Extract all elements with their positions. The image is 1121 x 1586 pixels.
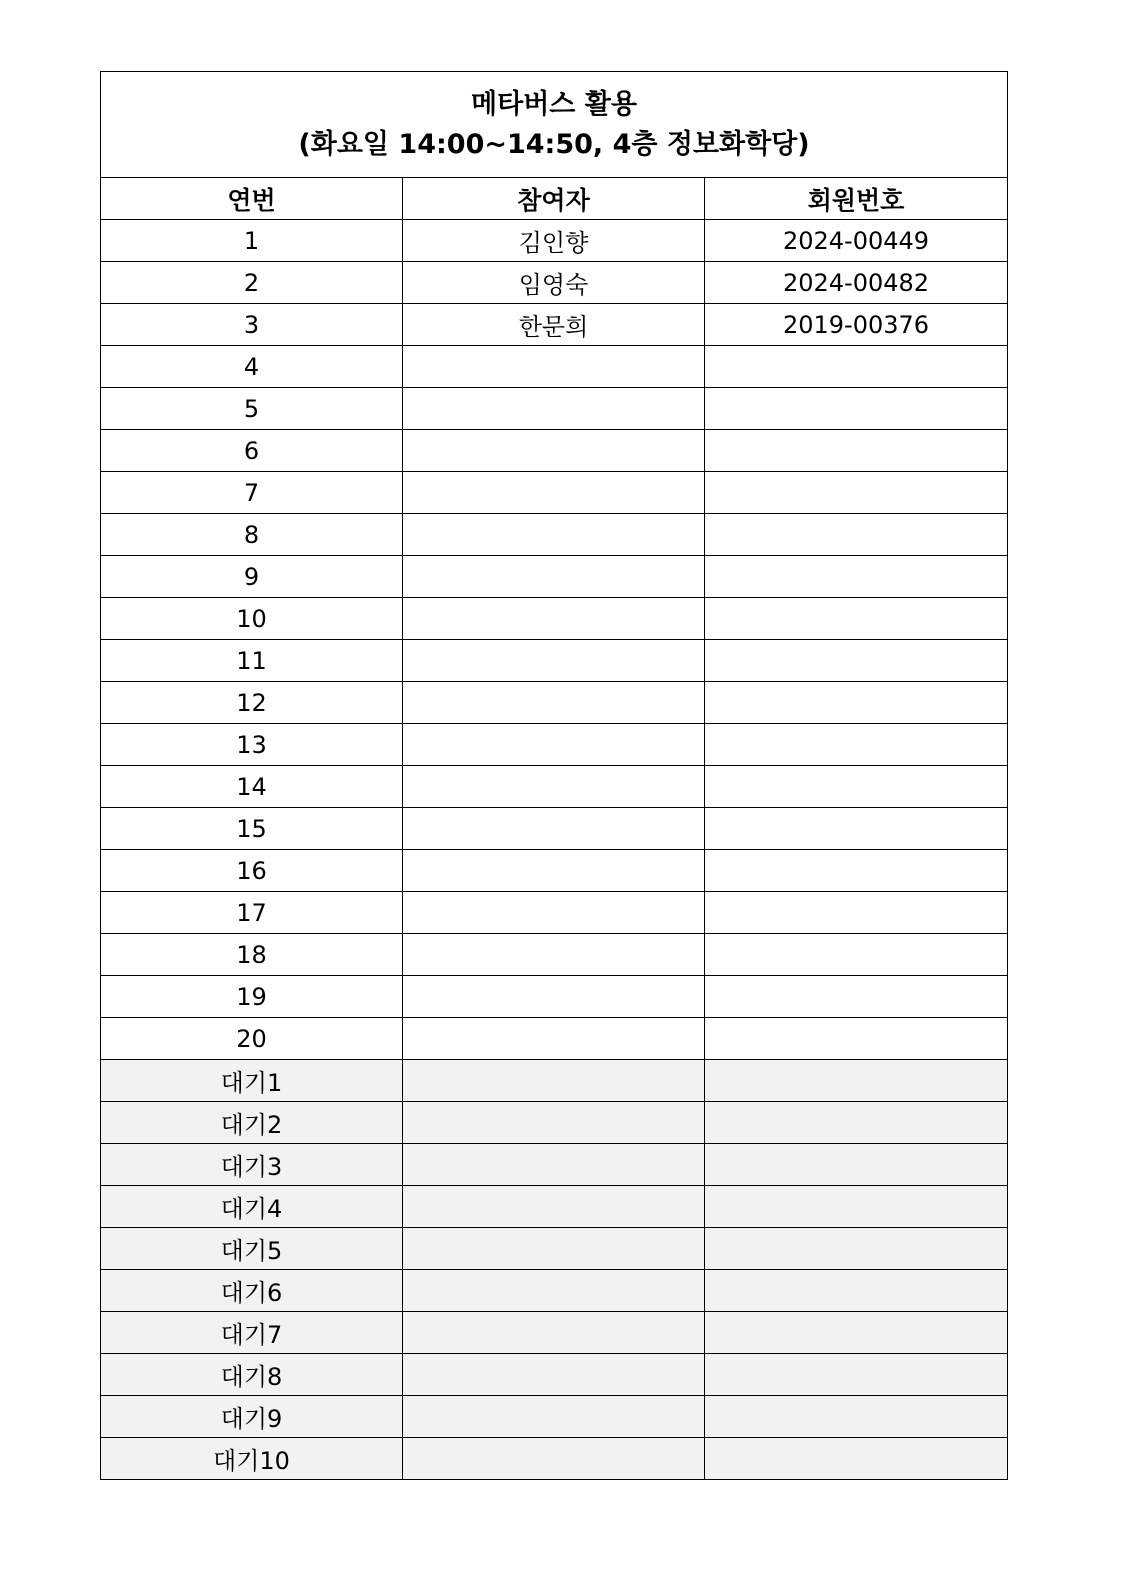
member-id-cell [705, 1438, 1008, 1480]
row-number-cell: 대기9 [101, 1396, 403, 1438]
title-line-1: 메타버스 활용 [471, 88, 637, 120]
waiting-row [101, 1144, 1008, 1186]
table-row [101, 346, 1008, 388]
member-id-cell [705, 1060, 1008, 1102]
member-id-cell [705, 556, 1008, 598]
table-row [101, 472, 1008, 514]
participant-name-cell [403, 514, 705, 556]
table-row [101, 934, 1008, 976]
row-number-cell: 16 [101, 850, 403, 892]
member-id-cell [705, 598, 1008, 640]
member-id-cell [705, 766, 1008, 808]
waiting-row [101, 1312, 1008, 1354]
row-number-cell: 2 [101, 262, 403, 304]
member-id-cell [705, 934, 1008, 976]
waiting-row [101, 1228, 1008, 1270]
waiting-row [101, 1270, 1008, 1312]
member-id-cell [705, 1144, 1008, 1186]
row-number-cell: 10 [101, 598, 403, 640]
participant-name-cell [403, 808, 705, 850]
row-number-cell: 대기3 [101, 1144, 403, 1186]
row-number-cell: 19 [101, 976, 403, 1018]
member-id-cell [705, 388, 1008, 430]
waiting-row [101, 1396, 1008, 1438]
member-id-cell: 2024-00482 [705, 262, 1008, 304]
row-number-cell: 3 [101, 304, 403, 346]
member-id-cell [705, 346, 1008, 388]
title-row [101, 72, 1008, 178]
participant-name-cell [403, 598, 705, 640]
participant-name-cell [403, 1312, 705, 1354]
member-id-cell [705, 430, 1008, 472]
table-row [101, 850, 1008, 892]
table-row [101, 1018, 1008, 1060]
participant-name-cell [403, 766, 705, 808]
table-row [101, 430, 1008, 472]
member-id-cell [705, 1102, 1008, 1144]
table-row [101, 262, 1008, 304]
row-number-cell: 8 [101, 514, 403, 556]
row-number-cell: 9 [101, 556, 403, 598]
row-number-cell: 11 [101, 640, 403, 682]
member-id-cell [705, 1354, 1008, 1396]
member-id-cell: 2019-00376 [705, 304, 1008, 346]
waiting-row [101, 1102, 1008, 1144]
member-id-cell [705, 808, 1008, 850]
participant-name-cell [403, 1144, 705, 1186]
row-number-cell: 15 [101, 808, 403, 850]
row-number-cell: 대기4 [101, 1186, 403, 1228]
participant-name-cell [403, 1438, 705, 1480]
participant-name-cell [403, 472, 705, 514]
waiting-row [101, 1438, 1008, 1480]
member-id-cell [705, 850, 1008, 892]
participant-name-cell [403, 1396, 705, 1438]
participant-name-cell [403, 976, 705, 1018]
participant-name-cell: 한문희 [403, 304, 705, 346]
table-row [101, 976, 1008, 1018]
member-id-cell [705, 472, 1008, 514]
member-id-cell [705, 1270, 1008, 1312]
row-number-cell: 대기8 [101, 1354, 403, 1396]
participant-name-cell: 김인향 [403, 220, 705, 262]
attendance-table [100, 71, 1008, 1480]
row-number-cell: 대기2 [101, 1102, 403, 1144]
table-row [101, 640, 1008, 682]
column-header-number: 연번 [101, 178, 403, 220]
row-number-cell: 대기5 [101, 1228, 403, 1270]
participant-name-cell [403, 1354, 705, 1396]
row-number-cell: 4 [101, 346, 403, 388]
participant-name-cell [403, 724, 705, 766]
participant-name-cell [403, 850, 705, 892]
member-id-cell [705, 682, 1008, 724]
row-number-cell: 14 [101, 766, 403, 808]
participant-name-cell [403, 430, 705, 472]
participant-name-cell [403, 1270, 705, 1312]
waiting-row [101, 1186, 1008, 1228]
member-id-cell [705, 1186, 1008, 1228]
row-number-cell: 6 [101, 430, 403, 472]
member-id-cell [705, 1312, 1008, 1354]
table-body [101, 220, 1008, 1480]
participant-name-cell [403, 1060, 705, 1102]
waiting-row [101, 1354, 1008, 1396]
participant-name-cell [403, 934, 705, 976]
member-id-cell [705, 892, 1008, 934]
column-header-participant: 참여자 [403, 178, 705, 220]
row-number-cell: 대기7 [101, 1312, 403, 1354]
table-row [101, 682, 1008, 724]
table-row [101, 766, 1008, 808]
member-id-cell [705, 640, 1008, 682]
member-id-cell [705, 1396, 1008, 1438]
participant-name-cell [403, 346, 705, 388]
participant-name-cell [403, 388, 705, 430]
member-id-cell [705, 514, 1008, 556]
waiting-row [101, 1060, 1008, 1102]
table-row [101, 514, 1008, 556]
row-number-cell: 대기10 [101, 1438, 403, 1480]
table-row [101, 304, 1008, 346]
participant-name-cell [403, 640, 705, 682]
row-number-cell: 12 [101, 682, 403, 724]
table-row [101, 892, 1008, 934]
header-row [101, 178, 1008, 220]
row-number-cell: 17 [101, 892, 403, 934]
member-id-cell [705, 1228, 1008, 1270]
member-id-cell [705, 724, 1008, 766]
row-number-cell: 대기6 [101, 1270, 403, 1312]
participant-name-cell: 임영숙 [403, 262, 705, 304]
table-row [101, 388, 1008, 430]
table-row [101, 556, 1008, 598]
row-number-cell: 7 [101, 472, 403, 514]
table-title [101, 72, 1008, 178]
participant-name-cell [403, 1186, 705, 1228]
participant-name-cell [403, 1018, 705, 1060]
table-row [101, 220, 1008, 262]
row-number-cell: 5 [101, 388, 403, 430]
row-number-cell: 1 [101, 220, 403, 262]
row-number-cell: 13 [101, 724, 403, 766]
member-id-cell [705, 1018, 1008, 1060]
participant-name-cell [403, 892, 705, 934]
row-number-cell: 20 [101, 1018, 403, 1060]
member-id-cell: 2024-00449 [705, 220, 1008, 262]
member-id-cell [705, 976, 1008, 1018]
participant-name-cell [403, 1102, 705, 1144]
row-number-cell: 18 [101, 934, 403, 976]
title-line-2: (화요일 14:00~14:50, 4층 정보화학당) [298, 128, 810, 160]
row-number-cell: 대기1 [101, 1060, 403, 1102]
column-header-member-id: 회원번호 [705, 178, 1008, 220]
table-row [101, 724, 1008, 766]
participant-name-cell [403, 682, 705, 724]
participant-name-cell [403, 1228, 705, 1270]
participant-name-cell [403, 556, 705, 598]
table-row [101, 598, 1008, 640]
table-row [101, 808, 1008, 850]
